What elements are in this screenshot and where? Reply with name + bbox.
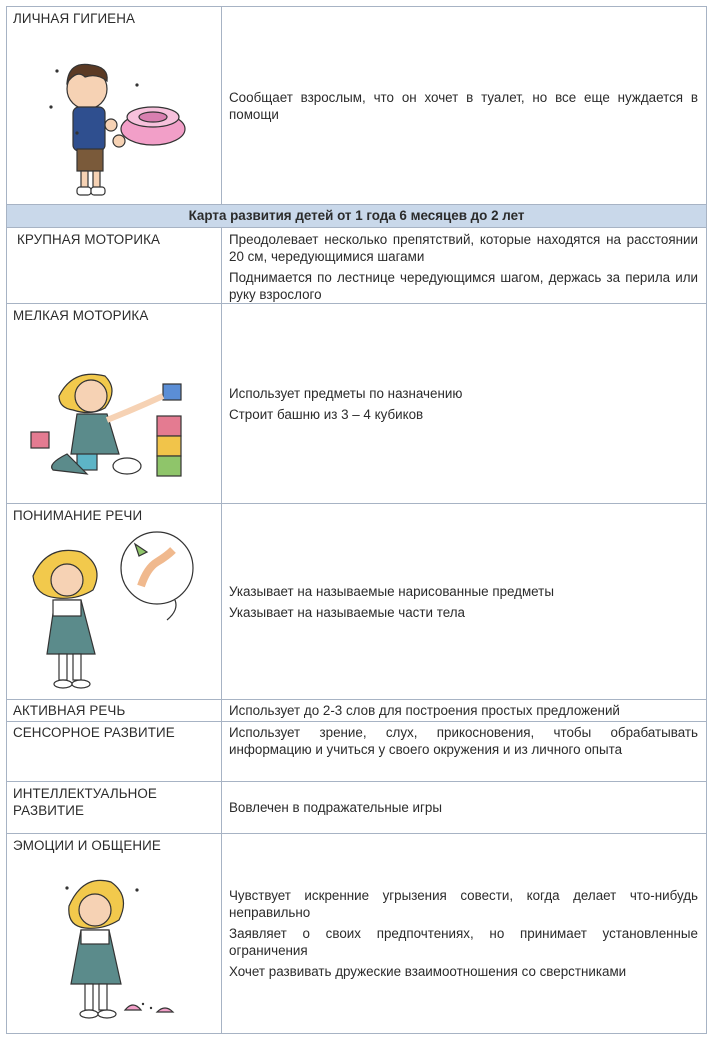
milestone-text: Указывает на называемые части тела [229, 604, 465, 620]
girl-pointing-at-arm-icon [7, 504, 221, 700]
description-cell [222, 700, 707, 722]
boy-with-potty-icon [7, 7, 221, 205]
section-band [7, 205, 707, 228]
table-row [7, 504, 707, 700]
milestone-text: Сообщает взрослым, что он хочет в туалет, но все еще нуждается в помощи [229, 89, 698, 122]
category-cell [7, 834, 222, 1034]
milestone-text: Чувствует искренние угрызения совести, когда делает что-нибудь неправильно [229, 888, 698, 920]
girl-with-broken-cup-icon [7, 834, 221, 1034]
milestone-text: Использует до 2-3 слов для построения простых предложений [229, 703, 620, 718]
category-label: КРУПНАЯ МОТОРИКА [17, 232, 161, 247]
milestone-text: Использует зрение, слух, прикосновения, чтобы обрабатывать информацию и учиться у своего окружения и из личного опыта [229, 725, 698, 757]
category-cell [7, 700, 222, 722]
milestone-text: Вовлечен в подражательные игры [229, 800, 442, 815]
category-cell [7, 304, 222, 504]
description-cell [222, 7, 707, 205]
category-label: МЕЛКАЯ МОТОРИКА [13, 308, 149, 323]
table-row [7, 782, 707, 834]
category-cell [7, 228, 222, 304]
description-cell [222, 504, 707, 700]
development-table [6, 6, 707, 1034]
table-row [7, 722, 707, 782]
milestone-text: Заявляет о своих предпочтениях, но принимает установленные ограничения [229, 926, 698, 958]
girl-building-blocks-icon [7, 304, 221, 504]
milestone-text: Поднимается по лестнице чередующимся шагом, держась за перила или руку взрослого [229, 270, 698, 302]
milestone-text: Хочет развивать дружеские взаимоотношения со сверстниками [229, 964, 627, 979]
category-cell [7, 782, 222, 834]
milestone-text: Преодолевает несколько препятствий, которые находятся на расстоянии 20 см, чередующимися шагами [229, 232, 698, 264]
description-cell [222, 228, 707, 304]
category-label: ПОНИМАНИЕ РЕЧИ [13, 508, 143, 523]
category-cell [7, 7, 222, 205]
category-label: АКТИВНАЯ РЕЧЬ [13, 703, 126, 718]
table-row [7, 834, 707, 1034]
category-label: СЕНСОРНОЕ РАЗВИТИЕ [13, 725, 175, 740]
category-label: ЛИЧНАЯ ГИГИЕНА [13, 11, 136, 26]
milestone-text: Использует предметы по назначению [229, 385, 463, 401]
description-cell [222, 304, 707, 504]
description-cell [222, 722, 707, 782]
table-row [7, 304, 707, 504]
development-chart [6, 6, 707, 1034]
category-label: ЭМОЦИИ И ОБЩЕНИЕ [13, 838, 161, 853]
table-row [7, 228, 707, 304]
table-row [7, 700, 707, 722]
category-cell [7, 504, 222, 700]
description-cell [222, 834, 707, 1034]
category-label: ИНТЕЛЛЕКТУАЛЬНОЕ РАЗВИТИЕ [13, 786, 157, 818]
table-row [7, 7, 707, 205]
milestone-text: Строит башню из 3 – 4 кубиков [229, 406, 424, 422]
category-cell [7, 722, 222, 782]
band-title: Карта развития детей от 1 года 6 месяцев до 2 лет [7, 205, 707, 228]
milestone-text: Указывает на называемые нарисованные предметы [229, 583, 554, 599]
description-cell [222, 782, 707, 834]
